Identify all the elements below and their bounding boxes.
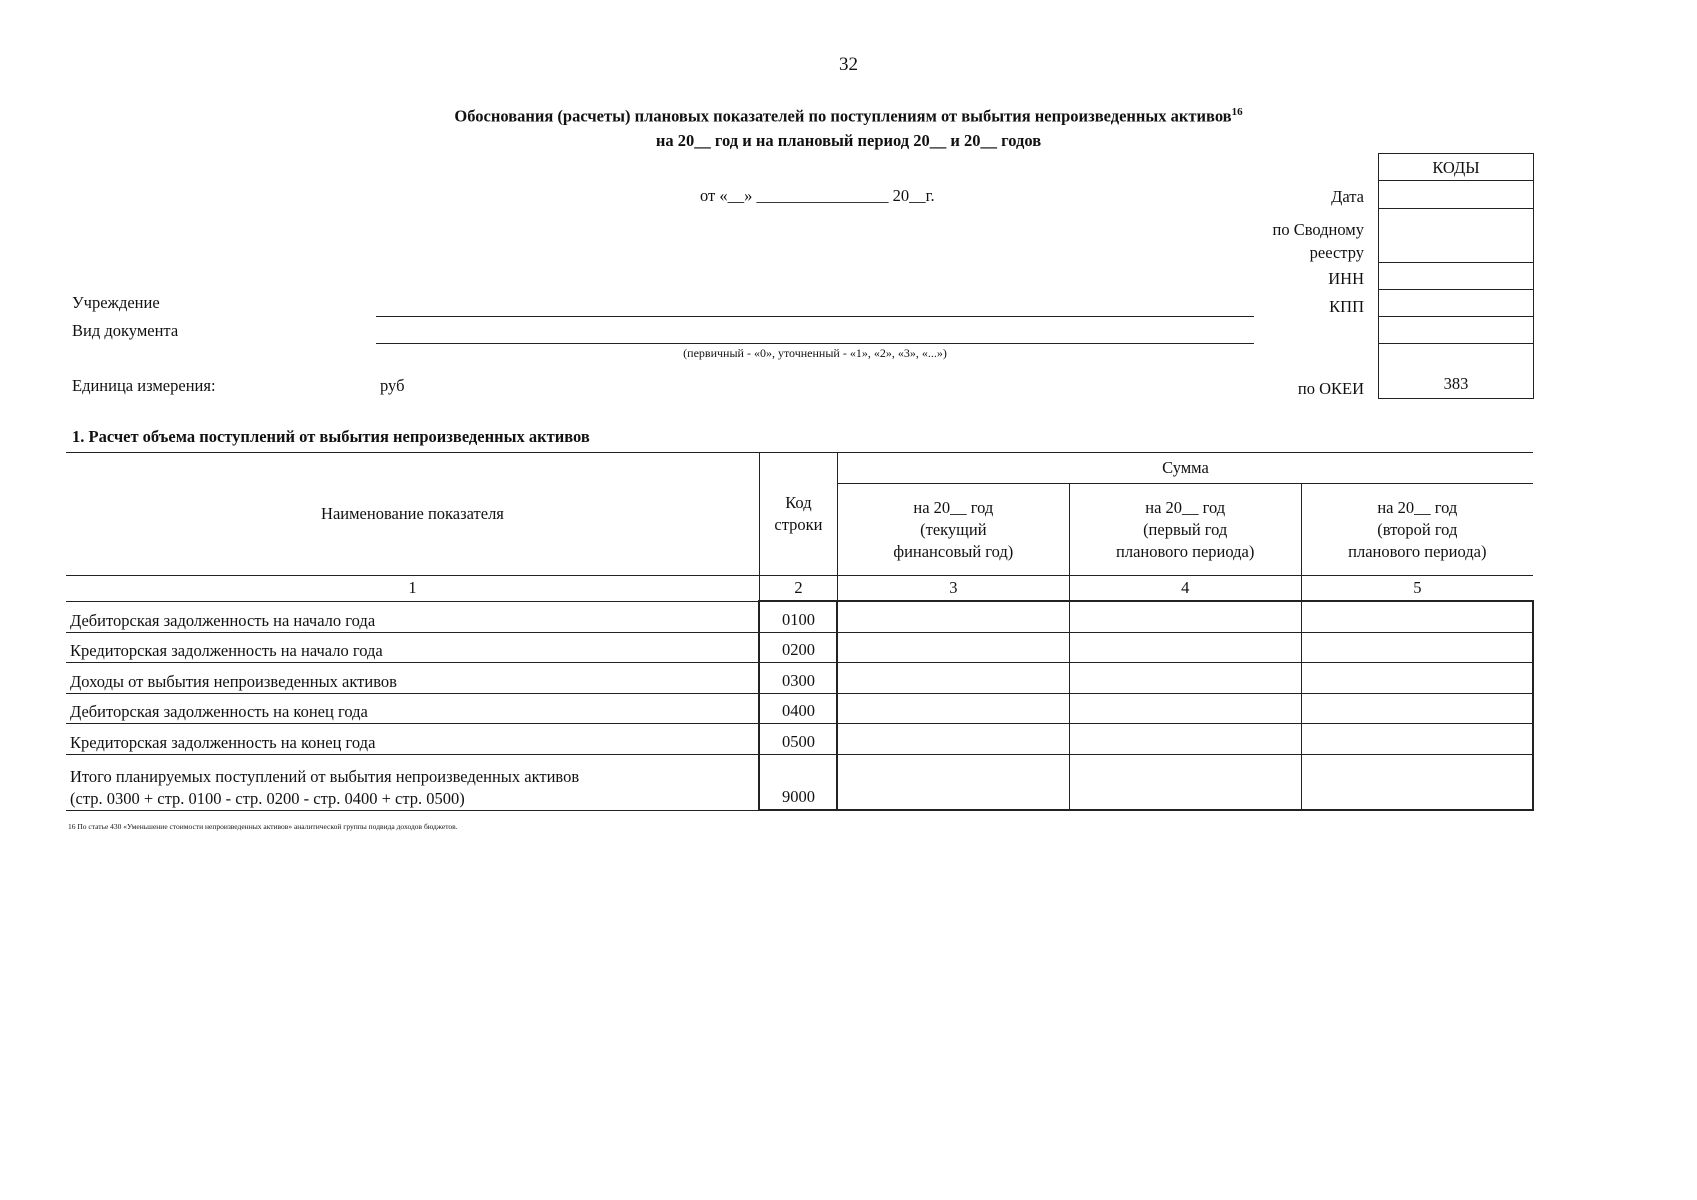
- code-date-label: Дата: [1331, 187, 1364, 206]
- document-title: [0, 100, 1697, 153]
- header-col-5-line-3: планового периода): [1348, 541, 1487, 561]
- cell-col-3[interactable]: [837, 632, 1069, 662]
- cell-col-4[interactable]: [1069, 754, 1301, 810]
- row-code: 0300: [759, 662, 837, 693]
- title-line-1: Обоснования (расчеты) плановых показателей по поступлениям от выбытия непроизведенных активов: [454, 106, 1232, 126]
- col-number-2: 2: [759, 576, 837, 602]
- row-name: Дебиторская задолженность на начало года: [66, 601, 759, 632]
- cell-col-4[interactable]: [1069, 693, 1301, 723]
- doc-type-label: Вид документа: [72, 321, 179, 340]
- cell-col-5[interactable]: [1301, 632, 1533, 662]
- cell-col-5[interactable]: [1301, 754, 1533, 810]
- doc-type-line[interactable]: [376, 343, 1254, 344]
- row-code-total: 9000: [759, 754, 837, 810]
- header-code: [759, 453, 837, 576]
- col-number-5: 5: [1301, 576, 1533, 602]
- cell-col-5[interactable]: [1301, 601, 1533, 632]
- row-name: Доходы от выбытия непроизведенных активов: [66, 662, 759, 693]
- header-col-5: [1301, 484, 1533, 576]
- header-col-4-line-3: планового периода): [1116, 541, 1255, 561]
- header-col-4-line-2: (первый год: [1143, 519, 1228, 539]
- cell-col-4[interactable]: [1069, 601, 1301, 632]
- code-okei-cell: 383: [1443, 374, 1469, 393]
- code-kpp-label: КПП: [1329, 297, 1364, 316]
- row-code: 0400: [759, 693, 837, 723]
- code-registry-cell[interactable]: [1379, 209, 1533, 263]
- row-code: 0100: [759, 601, 837, 632]
- unit-label: Единица измерения:: [72, 376, 216, 395]
- cell-col-4[interactable]: [1069, 632, 1301, 662]
- codes-header: КОДЫ: [1379, 154, 1533, 181]
- cell-col-3[interactable]: [837, 754, 1069, 810]
- header-col-3-line-2: (текущий: [920, 519, 987, 539]
- header-code-line-2: строки: [774, 515, 823, 534]
- doc-type-hint: (первичный - «0», уточненный - «1», «2», «3», «...»): [683, 346, 947, 360]
- calculation-table: [66, 452, 1534, 811]
- row-name-total-line-1: Итого планируемых поступлений от выбытия непроизведенных активов: [70, 766, 580, 786]
- header-sum: Сумма: [837, 453, 1533, 484]
- table-row: [66, 693, 1533, 723]
- table-row: [66, 662, 1533, 693]
- header-col-3-line-1: на 20__ год: [913, 497, 994, 517]
- header-col-4: [1069, 484, 1301, 576]
- header-col-5-line-2: (второй год: [1377, 519, 1458, 539]
- title-line-2: на 20__ год и на плановый период 20__ и 20__ годов: [655, 130, 1042, 150]
- code-registry-label-2: реестру: [1309, 243, 1364, 262]
- unit-value: руб: [380, 376, 405, 395]
- header-col-5-line-1: на 20__ год: [1377, 497, 1458, 517]
- cell-col-5[interactable]: [1301, 723, 1533, 754]
- col-number-3: 3: [837, 576, 1069, 602]
- header-name: Наименование показателя: [66, 453, 759, 576]
- cell-col-3[interactable]: [837, 723, 1069, 754]
- code-kpp-cell[interactable]: [1379, 290, 1533, 317]
- code-date-cell[interactable]: [1379, 181, 1533, 209]
- code-registry-label-1: по Сводному: [1272, 220, 1364, 239]
- cell-col-3[interactable]: [837, 693, 1069, 723]
- code-okei-label: по ОКЕИ: [1297, 379, 1364, 398]
- header-col-3: [837, 484, 1069, 576]
- section-1-title: 1. Расчет объема поступлений от выбытия непроизведенных активов: [72, 427, 590, 446]
- codes-box: [1378, 153, 1534, 399]
- cell-col-4[interactable]: [1069, 662, 1301, 693]
- row-code: 0200: [759, 632, 837, 662]
- cell-col-5[interactable]: [1301, 693, 1533, 723]
- code-inn-cell[interactable]: [1379, 263, 1533, 290]
- header-col-3-line-3: финансовый год): [893, 541, 1014, 561]
- row-name: Кредиторская задолженность на начало года: [66, 632, 759, 662]
- footnote: 16 По статье 430 «Уменьшение стоимости непроизведенных активов» аналитической группы подвида доходов бюджетов.: [68, 822, 458, 831]
- header-col-4-line-1: на 20__ год: [1145, 497, 1226, 517]
- code-inn-label: ИНН: [1328, 269, 1364, 288]
- cell-col-3[interactable]: [837, 662, 1069, 693]
- title-footnote-ref: 16: [1231, 106, 1243, 118]
- date-line: от «__» ________________ 20__г.: [700, 186, 935, 205]
- row-name: Дебиторская задолженность на конец года: [66, 693, 759, 723]
- institution-label: Учреждение: [72, 293, 160, 312]
- cell-col-5[interactable]: [1301, 662, 1533, 693]
- row-code: 0500: [759, 723, 837, 754]
- col-number-1: 1: [66, 576, 759, 602]
- cell-col-4[interactable]: [1069, 723, 1301, 754]
- page-number: 32: [839, 54, 858, 75]
- cell-col-3[interactable]: [837, 601, 1069, 632]
- table-row-total: [66, 754, 1533, 810]
- header-code-line-1: Код: [785, 493, 812, 512]
- code-doctype-cell[interactable]: [1379, 317, 1533, 344]
- row-name-total: [66, 754, 759, 810]
- row-name-total-line-2: (стр. 0300 + стр. 0100 - стр. 0200 - стр. 0400 + стр. 0500): [70, 788, 465, 808]
- col-number-4: 4: [1069, 576, 1301, 602]
- table-row: [66, 723, 1533, 754]
- institution-line[interactable]: [376, 316, 1254, 317]
- table-row: [66, 601, 1533, 632]
- row-name: Кредиторская задолженность на конец года: [66, 723, 759, 754]
- table-row: [66, 632, 1533, 662]
